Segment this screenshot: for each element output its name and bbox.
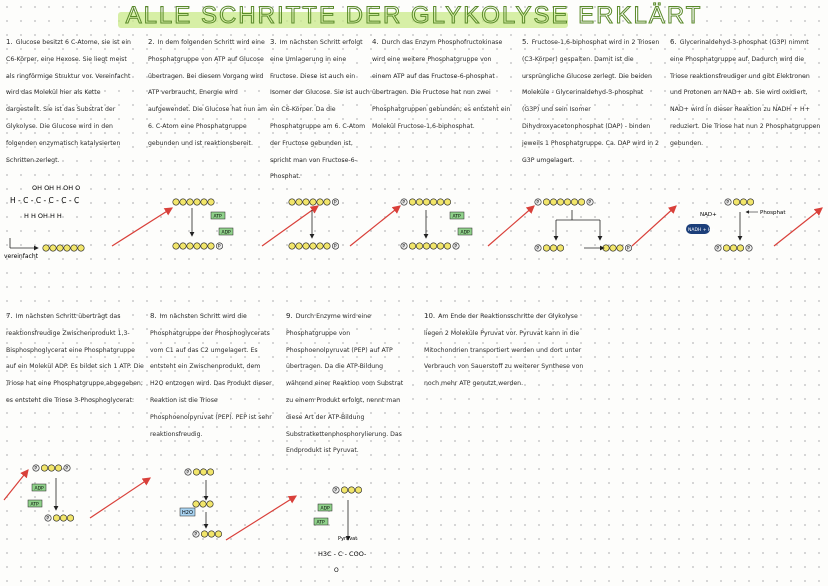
nad-label: NAD+	[700, 212, 717, 218]
nadh-label: NADH + H+	[688, 228, 716, 233]
adp-label: ADP	[460, 230, 470, 236]
phosphate-label: P	[747, 246, 751, 252]
step-body: Im nächsten Schritt wird die Phosphatgruppe der Phosphoglycerats vom C1 auf das C2 umgelagert. Es entsteht ein Zwischenprodukt, dem H2O entzogen wird. Das Produkt dieser Reaktion ist die Triose Phosphoenolpyruvat (PEP). PEP ist sehr reaktionsfreudig.	[150, 313, 272, 438]
carbon-atom	[733, 199, 739, 205]
red-arrow-7	[4, 470, 28, 500]
step6-chain-top	[725, 199, 754, 206]
step5-chain-top	[535, 199, 593, 206]
atp-label: ATP	[316, 520, 325, 526]
carbon-atom	[740, 199, 746, 205]
carbon-atom	[430, 243, 436, 249]
carbon-atom	[416, 243, 422, 249]
carbon-atom	[289, 243, 295, 249]
step3-chain-bottom	[289, 243, 339, 250]
phosphate-label: P	[334, 488, 338, 494]
carbon-atom	[610, 245, 616, 251]
carbon-atom	[43, 245, 49, 251]
pyruvat-formula: H3C - C - COO-	[318, 550, 367, 558]
adp-label: ADP	[221, 230, 231, 236]
glucose-top-row: OH OH H OH O	[32, 184, 81, 192]
step-num: 7.	[6, 312, 13, 320]
carbon-atom	[71, 245, 77, 251]
carbon-atom	[187, 199, 193, 205]
carbon-atom	[208, 531, 214, 537]
phosphate-label: P	[402, 244, 406, 250]
carbon-atom	[67, 515, 73, 521]
step2-chain-bottom	[173, 243, 223, 250]
carbon-atom	[444, 243, 450, 249]
phosphate-label: P	[333, 200, 337, 206]
step-num: 1.	[6, 38, 13, 46]
carbon-atom	[64, 245, 70, 251]
carbon-atom	[57, 245, 63, 251]
carbon-atom	[180, 243, 186, 249]
carbon-atom	[200, 469, 206, 475]
carbon-atom	[193, 469, 199, 475]
carbon-atom	[207, 501, 213, 507]
step6-chain-bottom	[715, 245, 752, 252]
vereinfacht-label: vereinfacht	[4, 253, 38, 260]
step3-chain-top	[289, 199, 339, 206]
carbon-atom	[215, 531, 221, 537]
step8-chain-top	[185, 469, 214, 476]
phosphate-label: P	[217, 244, 221, 250]
step-num: 6.	[670, 38, 677, 46]
carbon-atom	[543, 245, 549, 251]
step5-split	[556, 210, 604, 248]
carbon-atom	[173, 243, 179, 249]
carbon-atom	[310, 243, 316, 249]
carbon-atom	[324, 199, 330, 205]
carbon-atom	[55, 465, 61, 471]
red-arrow-5	[632, 206, 676, 246]
phosphate-label: P	[194, 532, 198, 538]
carbon-atom	[571, 199, 577, 205]
phosphate-label: P	[454, 244, 458, 250]
carbon-atom	[444, 199, 450, 205]
step8-chain-bottom	[193, 531, 222, 538]
carbon-atom	[423, 243, 429, 249]
atp-label: ATP	[452, 214, 461, 220]
phosphate-label: P	[536, 200, 540, 206]
step7-atp	[28, 478, 56, 510]
carbon-atom	[557, 245, 563, 251]
carbon-atom	[303, 243, 309, 249]
h2o-label: H2O	[182, 510, 193, 516]
step6-nad	[686, 210, 786, 240]
step-num: 2.	[148, 38, 155, 46]
carbon-atom	[194, 199, 200, 205]
carbon-atom	[341, 487, 347, 493]
adp-label: ADP	[320, 506, 330, 512]
glucose-chain: H - C - C - C - C - C	[10, 196, 80, 205]
adp-label: ADP	[34, 486, 44, 492]
step5-chain-right	[603, 245, 632, 252]
carbon-atom	[60, 515, 66, 521]
carbon-atom	[437, 199, 443, 205]
phosphate-label: P	[186, 470, 190, 476]
carbon-atom	[53, 515, 59, 521]
phosphate-label: P	[726, 200, 730, 206]
step9-atp	[314, 500, 367, 574]
carbon-atom	[48, 465, 54, 471]
step2-chain-top	[173, 199, 214, 205]
carbon-atom	[201, 199, 207, 205]
red-arrow-1	[112, 208, 172, 246]
phosphat-label: Phosphat	[760, 210, 786, 216]
step-body: Durch das Enzym Phosphofructokinase wird eine weitere Phosphatgruppe von einem ATP auf das Fructose-6-phosphat übertragen. Die Fructose hat nun zwei Phosphatgruppen gebunden; es entsteht ein Molekül Fructose-1,6-biphosphat.	[372, 39, 511, 130]
carbon-atom	[201, 531, 207, 537]
step8-chain-mid	[193, 501, 213, 507]
red-arrow-4	[488, 206, 534, 246]
carbon-atom	[194, 243, 200, 249]
step4-chain-bottom	[401, 243, 459, 250]
phosphate-label: P	[34, 466, 38, 472]
carbon-atom	[187, 243, 193, 249]
phosphate-label: P	[402, 200, 406, 206]
step2-atp	[192, 208, 233, 236]
atp-label: ATP	[213, 214, 222, 220]
carbon-atom	[41, 465, 47, 471]
carbon-atom	[557, 199, 563, 205]
carbon-atom	[289, 199, 295, 205]
phosphate-label: P	[536, 246, 540, 252]
carbon-atom	[180, 199, 186, 205]
carbon-atom	[78, 245, 84, 251]
step-body: Durch Enzyme wird eine Phosphatgruppe von Phosphoenolpyruvat (PEP) auf ATP übertragen. Da die ATP-Bildung während einer Reaktion vom Substrat zu einem Produkt erfolgt, nennt man diese Art der ATP-Bildung Substratkettenphosphorylierung. Das Endprodukt ist Pyruvat.	[286, 313, 404, 455]
phosphate-label: P	[46, 516, 50, 522]
carbon-atom	[193, 501, 199, 507]
carbon-atom	[617, 245, 623, 251]
step-body: Glucose besitzt 6 C-Atome, sie ist ein C6-Körper, eine Hexose. Sie liegt meist als ringförmige Struktur vor. Vereinfacht wird das Molekül hier als Kette dargestellt. Sie ist das Substrat der Glykolyse. Die Glucose wird in den folgenden enzymatisch katalysierten Schritten zerlegt.	[6, 39, 131, 164]
pyruvat-oxygen: O	[334, 567, 339, 574]
carbon-atom	[310, 199, 316, 205]
carbon-atom	[550, 199, 556, 205]
step5-chain-left	[535, 245, 564, 252]
carbon-atom	[200, 501, 206, 507]
step4-chain-top	[401, 199, 451, 206]
carbon-atom	[296, 199, 302, 205]
carbon-atom	[303, 199, 309, 205]
carbon-atom	[317, 243, 323, 249]
step-num: 4.	[372, 38, 379, 46]
phosphate-label: P	[65, 466, 69, 472]
carbon-atom	[296, 243, 302, 249]
carbon-atom	[578, 199, 584, 205]
step-body: In dem folgenden Schritt wird eine Phosphatgruppe von ATP auf Glucose übertragen. Bei diesem Vorgang wird ATP verbraucht, Energie wird aufgewendet. Die Glucose hat nun am 6. C-Atom eine Phosphatgruppe gebunden und ist reaktionsbereit.	[148, 39, 268, 147]
carbon-atom	[50, 245, 56, 251]
phosphate-label: P	[626, 246, 630, 252]
carbon-atom	[355, 487, 361, 493]
atp-label: ATP	[30, 502, 39, 508]
red-arrow-2	[262, 206, 318, 246]
carbon-atom	[564, 199, 570, 205]
step-body: Am Ende der Reaktionsschritte der Glykolyse liegen 2 Moleküle Pyruvat vor. Pyruvat kann in die Mitochondrien transportiert werden und dort unter Verbrauch von Sauerstoff zu weiterer Synthese von noch mehr ATP genutzt werden.	[424, 313, 584, 388]
carbon-atom	[737, 245, 743, 251]
step-body: Glycerinaldehyd-3-phosphat (G3P) nimmt eine Phosphatgruppe auf. Dadurch wird die Triose reaktionsfreudiger und gibt Elektronen und Protonen an NAD+ ab. Sie wird oxidiert, NAD+ wird in dieser Reaktion zu NADH + H+ reduziert. Die Triose hat nun 2 Phosphatgruppen gebunden.	[670, 39, 821, 147]
carbon-atom	[543, 199, 549, 205]
carbon-atom	[423, 199, 429, 205]
carbon-atom	[409, 243, 415, 249]
glucose-chain-circles	[43, 245, 84, 251]
carbon-atom	[730, 245, 736, 251]
carbon-atom	[409, 199, 415, 205]
carbon-atom	[173, 199, 179, 205]
step-num: 9.	[286, 312, 293, 320]
step-num: 5.	[522, 38, 529, 46]
carbon-atom	[208, 199, 214, 205]
phosphate-label: P	[716, 246, 720, 252]
red-arrow-3	[350, 206, 400, 246]
carbon-atom	[348, 487, 354, 493]
step-body: Fructose-1,6-biphosphat wird in 2 Triosen (C3-Körper) gespalten. Damit ist die ursprüngliche Glucose zerlegt. Die beiden Moleküle - Glycerinaldehyd-3-phosphat (G3P) und sein Isomer Dihydroxyacetonphosphat (DAP) - binden jeweils 1 Phosphatgruppe. Ca. DAP wird in 2 G3P umgelagert.	[522, 39, 660, 164]
phosphate-label: P	[588, 200, 592, 206]
carbon-atom	[723, 245, 729, 251]
carbon-atom	[550, 245, 556, 251]
carbon-atom	[430, 199, 436, 205]
step7-chain-bottom	[45, 515, 74, 522]
step-body: Im nächsten Schritt überträgt das reaktionsfreudige Zwischenprodukt 1,3-Bisphosphoglycerat eine Phosphatgruppe auf ein Molekül ADP. Es bildet sich 1 ATP. Die Triose hat eine Phosphatgruppe abgegeben; es entsteht die Triose 3-Phosphoglycerat.	[6, 313, 144, 404]
carbon-atom	[747, 199, 753, 205]
phosphate-label: P	[333, 244, 337, 250]
red-arrow-8	[90, 478, 150, 518]
red-arrow-9	[226, 496, 296, 540]
step7-chain-top	[33, 465, 70, 472]
step9-chain-top	[333, 487, 362, 494]
pyruvat-label: Pyruvat	[338, 536, 358, 542]
page-title: ALLE SCHRITTE DER GLYKOLYSE ERKLÄRT	[125, 2, 703, 29]
carbon-atom	[416, 199, 422, 205]
carbon-atom	[201, 243, 207, 249]
carbon-atom	[324, 243, 330, 249]
step-num: 8.	[150, 312, 157, 320]
carbon-atom	[208, 243, 214, 249]
step-num: 3.	[270, 38, 277, 46]
glucose-bottom-row: H H OH H H	[24, 212, 62, 220]
step-body: Im nächsten Schritt erfolgt eine Umlagerung in eine Fructose. Diese ist auch ein Isomer der Glucose. Sie ist auch ein C6-Körper. Da die Phosphatgruppe am 6. C-Atom der Fructose gebunden ist, spricht man von Fructose-6-Phosphat.	[270, 39, 370, 181]
step-num: 10.	[424, 312, 436, 320]
carbon-atom	[317, 199, 323, 205]
carbon-atom	[437, 243, 443, 249]
carbon-atom	[207, 469, 213, 475]
step4-atp	[426, 210, 472, 238]
